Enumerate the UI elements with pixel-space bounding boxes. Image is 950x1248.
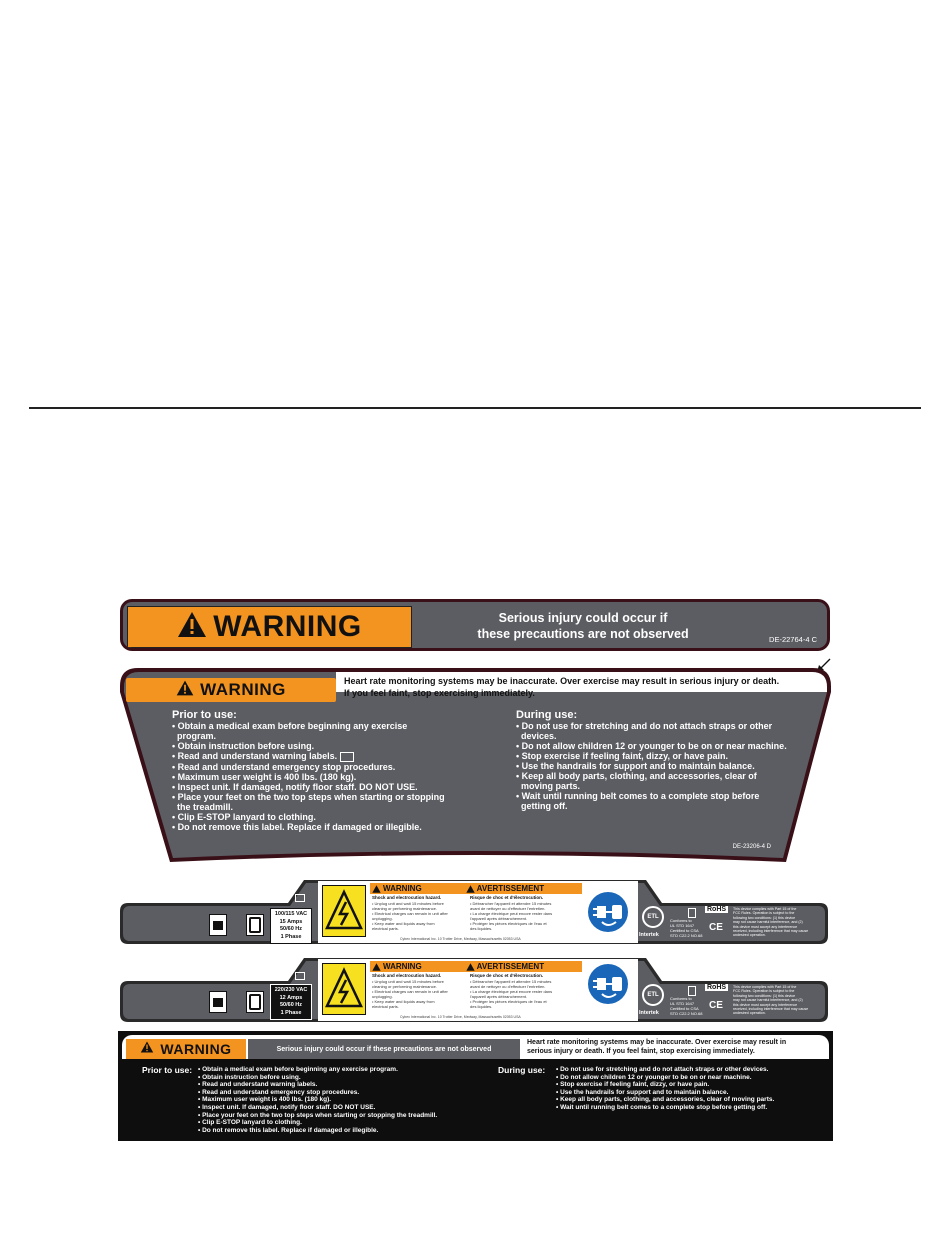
warning-triangle-icon: [176, 680, 194, 701]
list-item: • Use the handrails for support and to maintain balance.: [556, 1088, 729, 1096]
rohs-badge: RoHS: [707, 984, 727, 991]
ce-mark: CE: [709, 1000, 723, 1011]
warning-word: WARNING: [160, 1041, 232, 1057]
certification-text: Conforms to UL STD 1647 Certified to CSA STD C22.2 NO.68: [670, 996, 703, 1016]
phone-icon: [246, 914, 264, 936]
list-item: • Obtain a medical exam before beginning any exercise: [172, 721, 408, 731]
electrical-label-115v: [118, 876, 830, 946]
shock-instructions-en: • Unplug unit and wait 15 minutes before cleaning or performing maintenance. • Electrical charges can remain in unit after unplugging. • Keep water and liquids away from electrical parts.: [372, 901, 448, 931]
unplug-icon: [588, 892, 628, 932]
warning-banner: WARNING AVERTISSEMENT: [370, 883, 582, 894]
recycle-bin-icon: [688, 986, 696, 996]
list-item: • Do not use for stretching and do not attach straps or other devices.: [556, 1066, 769, 1073]
list-item: • Do not allow children 12 or younger to be on or near machine.: [556, 1073, 752, 1081]
list-item: moving parts.: [521, 781, 581, 791]
voltage-rating: 100/115 VAC 15 Amps 50/60 Hz 1 Phase: [270, 908, 312, 944]
recycle-bin-icon: [688, 908, 696, 918]
list-item: • Read and understand emergency stop procedures.: [172, 761, 396, 772]
fcc-notice: This device complies with Part 15 of the FCC Rules. Operation is subject to the following two conditions: (1) this device may not cause harmful interference, and (2) this device must accept any interference received, including interference that may cause undesired operation.: [733, 985, 809, 1016]
list-item: program.: [177, 731, 217, 741]
warning-triangle-icon: [466, 885, 475, 893]
list-item: • Stop exercise if feeling faint, dizzy, or have pain.: [556, 1081, 710, 1089]
during-use-heading: During use:: [516, 709, 578, 721]
prior-to-use-list: [198, 1066, 518, 1134]
high-voltage-icon: [322, 885, 366, 937]
list-item: • Wait until running belt comes to a complete stop before getting off.: [556, 1103, 768, 1111]
prior-to-use-heading: Prior to use:: [172, 709, 237, 721]
tv-icon: [209, 914, 227, 936]
warning-triangle-icon: [177, 611, 207, 643]
list-item: • Clip E-STOP lanyard to clothing.: [198, 1119, 302, 1127]
list-item: • Do not remove this label. Replace if damaged or illegible.: [172, 821, 422, 832]
warning-label-usage: [118, 660, 833, 872]
warning-word: WARNING: [200, 680, 286, 699]
list-item: • Place your feet on the two top steps when starting or stopping: [172, 791, 445, 802]
electrical-label-230v: [118, 954, 830, 1024]
high-voltage-icon: [322, 963, 366, 1015]
list-item: • Stop exercise if feeling faint, dizzy, or have pain.: [516, 751, 729, 761]
unplug-icon: [588, 964, 628, 1004]
list-item: • Wait until running belt comes to a complete stop before: [516, 791, 760, 801]
list-item: • Keep all body parts, clothing, and accessories, clear of moving parts.: [556, 1096, 775, 1104]
certification-text: Conforms to UL STD 1647 Certified to CSA STD C22.2 NO.68: [670, 918, 703, 938]
list-item: • Read and understand emergency stop procedures.: [198, 1088, 360, 1096]
warning-label-console: [118, 1031, 833, 1141]
prior-to-use-section: [172, 710, 512, 832]
serious-injury-message: Serious injury could occur if these precautions are not observed: [477, 611, 689, 641]
warning-banner: WARNING AVERTISSEMENT: [370, 961, 582, 972]
list-item: • Read and understand warning labels.: [198, 1081, 318, 1089]
warning-triangle-icon: [466, 963, 475, 971]
etl-certification-icon: ETL: [642, 906, 664, 928]
warning-triangle-icon: [140, 1040, 154, 1058]
list-item: • Place your feet on the two top steps when starting or stopping the treadmill.: [198, 1111, 438, 1119]
list-item: • Clip E-STOP lanyard to clothing.: [172, 811, 316, 822]
list-item: • Inspect unit. If damaged, notify floor staff. DO NOT USE.: [172, 781, 418, 792]
list-item: • Obtain a medical exam before beginning any exercise program.: [198, 1066, 398, 1073]
list-item: • Maximum user weight is 400 lbs. (180 kg).: [198, 1096, 332, 1104]
shock-hazard-en: Shock and electrocution hazard.: [372, 895, 442, 900]
phone-icon: [246, 991, 264, 1013]
manufacturer-footer: Cybex International Inc. 10 Trotter Drive, Medway, Massachusetts 02053 USA: [400, 1015, 521, 1019]
manual-book-icon: [340, 752, 354, 762]
manual-book-icon: [295, 894, 305, 902]
list-item: • Do not allow children 12 or younger to be on or near machine.: [516, 741, 787, 751]
during-use-section: [516, 710, 806, 811]
shock-instructions-fr: • Débrancher l'appareil et attendre 15 minutes avant de nettoyer ou d'effectuer l'entretien. • La charge électrique peut encore rester dans l'appareil après débranchement. • Protéger les pièces électriques de l'eau et des liquides.: [470, 901, 553, 931]
heart-rate-warning: Heart rate monitoring systems may be inaccurate. Over exercise may result in serious injury or death. If you feel faint, stop exercising immediately.: [527, 1039, 787, 1055]
manual-book-icon: [295, 972, 305, 980]
warning-banner: [126, 678, 336, 702]
during-use-list: [556, 1066, 831, 1112]
intertek-logo: Intertek: [639, 1010, 659, 1016]
warning-triangle-icon: [372, 885, 381, 893]
warning-banner: [126, 1039, 246, 1059]
warning-triangle-icon: [372, 963, 381, 971]
list-item: • Keep all body parts, clothing, and accessories, clear of: [516, 771, 757, 781]
list-item: the treadmill.: [177, 801, 234, 812]
shock-hazard-fr: Risque de choc et d'électrocution.: [470, 895, 544, 900]
etl-certification-icon: ETL: [642, 984, 664, 1006]
shock-instructions-en: • Unplug unit and wait 15 minutes before cleaning or performing maintenance. • Electrical charges can remain in unit after unplugging. • Keep water and liquids away from electrical parts.: [372, 979, 448, 1009]
list-item: • Do not use for stretching and do not attach straps or other: [516, 721, 773, 731]
manufacturer-footer: Cybex International Inc. 10 Trotter Drive, Medway, Massachusetts 02053 USA: [400, 937, 521, 941]
list-item: • Read and understand warning labels.: [172, 751, 512, 762]
voltage-rating: 220/230 VAC 12 Amps 50/60 Hz 1 Phase: [270, 984, 312, 1020]
shock-hazard-fr: Risque de choc et d'électrocution.: [470, 973, 544, 978]
list-item: • Obtain instruction before using.: [172, 741, 315, 751]
tv-icon: [209, 991, 227, 1013]
during-use-heading: During use:: [498, 1065, 546, 1075]
warning-word: WARNING: [213, 610, 362, 643]
list-item: • Use the handrails for support and to maintain balance.: [516, 761, 755, 771]
list-item: • Obtain instruction before using.: [198, 1073, 301, 1081]
intertek-logo: Intertek: [639, 932, 659, 938]
list-item: • Do not remove this label. Replace if damaged or illegible.: [198, 1126, 379, 1134]
shock-hazard-en: Shock and electrocution hazard.: [372, 973, 442, 978]
ce-mark: CE: [709, 922, 723, 933]
list-item: getting off.: [521, 801, 568, 811]
fcc-notice: This device complies with Part 15 of the FCC Rules. Operation is subject to the following two conditions: (1) this device may not cause harmful interference, and (2) this device must accept any interference received, including interference that may cause undesired operation.: [733, 907, 809, 938]
prior-to-use-heading: Prior to use:: [142, 1065, 193, 1075]
list-item: devices.: [521, 731, 557, 741]
warning-banner: [127, 606, 412, 648]
warning-label-serious-injury: [120, 599, 830, 651]
part-code: DE-22764-4 C: [769, 635, 817, 644]
list-item: • Inspect unit. If damaged, notify floor staff. DO NOT USE.: [198, 1103, 376, 1111]
shock-instructions-fr: • Débrancher l'appareil et attendre 15 minutes avant de nettoyer ou d'effectuer l'entretien. • La charge électrique peut encore rester dans l'appareil après débranchement. • Protéger les pièces électriques de l'eau et des liquides.: [470, 979, 553, 1009]
rohs-badge: RoHS: [707, 906, 727, 913]
heart-rate-warning: Heart rate monitoring systems may be inaccurate. Over exercise may result in serious injury or death. If you feel faint, stop exercising immediately.: [344, 676, 780, 698]
horizontal-rule: [29, 407, 921, 409]
list-item: • Maximum user weight is 400 lbs. (180 kg).: [172, 771, 357, 782]
part-code: DE-23206-4 D: [732, 844, 771, 850]
serious-injury-message: Serious injury could occur if these precautions are not observed: [248, 1039, 520, 1059]
